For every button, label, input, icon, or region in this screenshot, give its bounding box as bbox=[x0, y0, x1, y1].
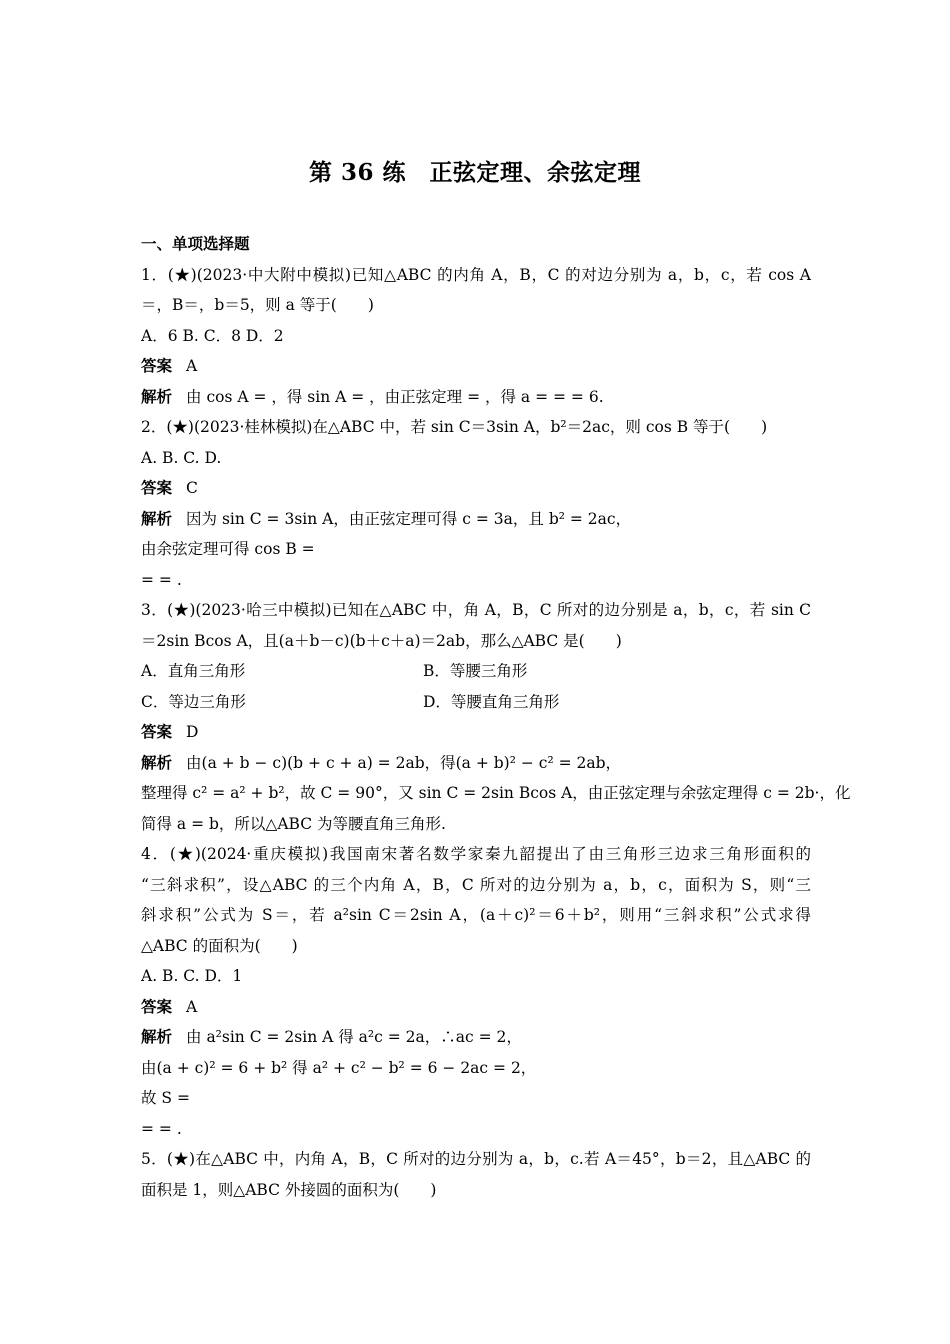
q3-option-d: D．等腰直角三角形 bbox=[423, 692, 560, 711]
q2-options: A. B. C. D. bbox=[141, 448, 222, 467]
answer-label: 答案 bbox=[141, 356, 173, 375]
q3-analysis-text: 由(a + b − c)(b + c + a) = 2ab，得(a + b)² − c² = 2ab， bbox=[186, 753, 622, 772]
q2-analysis-line2: 由余弦定理可得 cos B = bbox=[141, 540, 315, 558]
q4-stem-line1: 4．(★)(2024·重庆模拟)我国南宋著名数学家秦九韶提出了由三角形三边求三角形面积的 bbox=[141, 845, 811, 863]
q2-answer bbox=[141, 473, 811, 504]
q3-options-row1 bbox=[141, 656, 811, 687]
q3-analysis bbox=[141, 748, 811, 779]
q4-answer bbox=[141, 992, 811, 1023]
q3-option-a: A．直角三角形 bbox=[141, 662, 246, 680]
q3-options-row2 bbox=[141, 687, 811, 718]
analysis-label: 解析 bbox=[141, 386, 173, 406]
q1-stem-line2: ＝，B＝，b＝5，则 a 等于( ) bbox=[141, 296, 374, 314]
analysis-label: 解析 bbox=[141, 508, 173, 528]
q2-analysis-line3: = = . bbox=[141, 570, 182, 589]
q4-stem-line4: △ABC 的面积为( ) bbox=[141, 936, 298, 955]
q4-stem-line2: “三斜求积”，设△ABC 的三个内角 A，B，C 所对的边分别为 a，b，c，面积为 S，则“三 bbox=[141, 875, 811, 894]
analysis-label: 解析 bbox=[141, 752, 173, 772]
q4-answer-value: A bbox=[186, 997, 198, 1016]
answer-label: 答案 bbox=[141, 996, 173, 1016]
section-heading: 一、单项选择题 bbox=[141, 234, 250, 253]
q4-stem-line3: 斜求积”公式为 S＝，若 a²sin C＝2sin A，(a＋c)²＝6＋b²，则用“三斜求积”公式求得 bbox=[141, 906, 811, 924]
q3-stem-line2: ＝2sin Bcos A，且(a＋b－c)(b＋c＋a)＝2ab，那么△ABC 是( ) bbox=[141, 631, 622, 650]
q4-analysis bbox=[141, 1022, 811, 1053]
q5-stem-line1: 5．(★)在△ABC 中，内角 A，B，C 所对的边分别为 a，b，c.若 A＝45°，b＝2，且△ABC 的 bbox=[141, 1150, 811, 1168]
q4-analysis-line7: = = . bbox=[141, 1119, 182, 1138]
answer-label: 答案 bbox=[141, 722, 173, 741]
q1-analysis-text: 由 cos A = ，得 sin A = ，由正弦定理 = ，得 a = = = 6. bbox=[186, 387, 604, 406]
q1-analysis bbox=[141, 382, 811, 413]
page-title: 第 36 练 正弦定理、余弦定理 bbox=[308, 159, 642, 186]
analysis-label: 解析 bbox=[141, 1027, 173, 1046]
q3-answer-value: D bbox=[186, 723, 199, 741]
q1-answer-value: A bbox=[186, 357, 198, 375]
q3-analysis-line3: 整理得 c² = a² + b²，故 C = 90°，又 sin C = 2sin Bcos A，由正弦定理与余弦定理得 c = 2b·，化 bbox=[141, 784, 851, 802]
q4-analysis-text: 由 a²sin C = 2sin A 得 a²c = 2a，∴ac = 2， bbox=[186, 1028, 522, 1046]
q1-options: A．6 B. C．8 D．2 bbox=[141, 326, 284, 345]
content-area bbox=[141, 229, 851, 1205]
q2-analysis bbox=[141, 504, 811, 535]
q1-answer bbox=[141, 351, 811, 382]
q3-analysis-line4: 简得 a = b，所以△ABC 为等腰直角三角形. bbox=[141, 814, 446, 833]
answer-label: 答案 bbox=[141, 478, 173, 497]
q3-option-c: C．等边三角形 bbox=[141, 692, 246, 711]
q2-stem-line1: 2．(★)(2023·桂林模拟)在△ABC 中，若 sin C＝3sin A，b²＝2ac，则 cos B 等于( ) bbox=[141, 418, 768, 436]
q2-analysis-text: 因为 sin C = 3sin A，由正弦定理可得 c = 3a，且 b² = 2ac， bbox=[186, 509, 632, 528]
q4-options: A. B. C. D．1 bbox=[141, 967, 243, 985]
q5-stem-line2: 面积是 1，则△ABC 外接圆的面积为( ) bbox=[141, 1180, 437, 1199]
q3-answer bbox=[141, 717, 811, 748]
q3-option-b: B．等腰三角形 bbox=[423, 662, 528, 680]
q3-stem-line1: 3．(★)(2023·哈三中模拟)已知在△ABC 中，角 A，B，C 所对的边分别是 a，b，c，若 sin C bbox=[141, 601, 811, 619]
q4-analysis-line6: 故 S = bbox=[141, 1089, 190, 1107]
q4-analysis-line5: 由(a + c)² = 6 + b² 得 a² + c² − b² = 6 − 2ac = 2， bbox=[141, 1058, 537, 1077]
q1-stem-line1: 1．(★)(2023·中大附中模拟)已知△ABC 的内角 A，B，C 的对边分别为 a，b，c，若 cos A bbox=[141, 265, 811, 284]
q2-answer-value: C bbox=[186, 479, 198, 497]
